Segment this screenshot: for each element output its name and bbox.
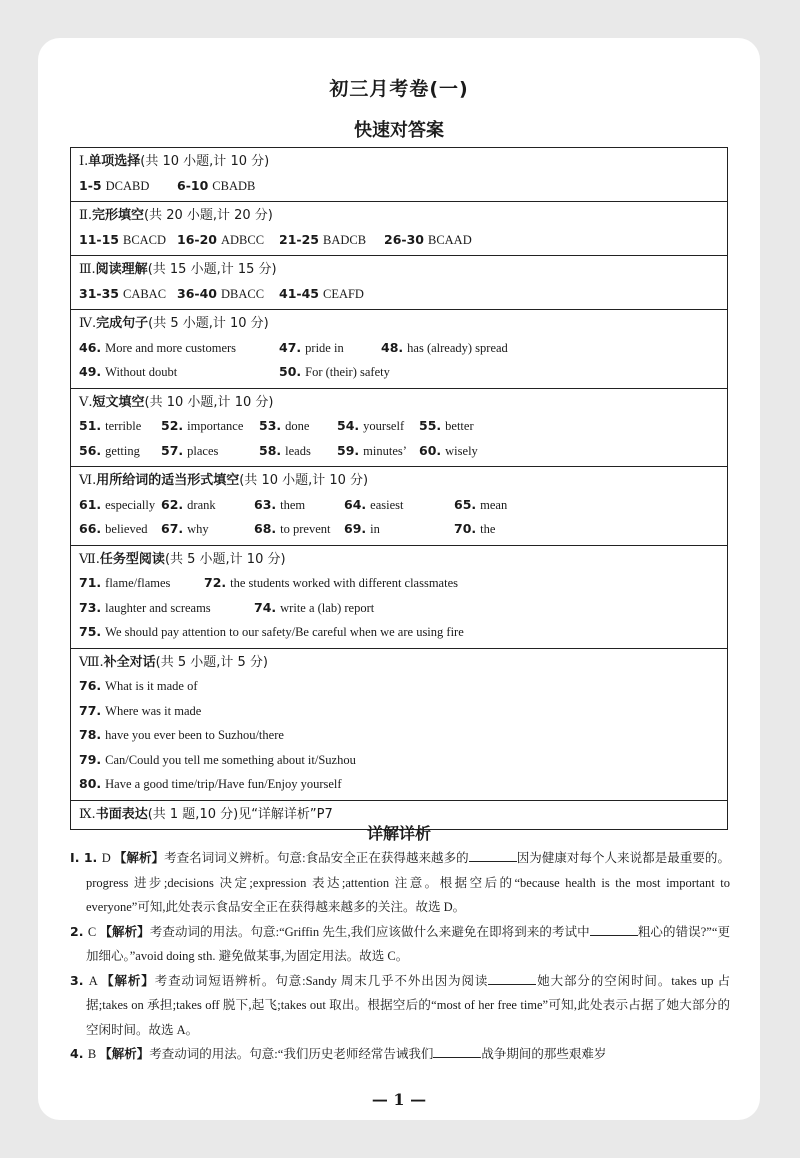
answer-blank <box>433 1045 481 1058</box>
section-note: (共 1 题,10 分)见“详解详析”P7 <box>147 806 333 822</box>
question-number: 62. <box>161 496 184 512</box>
answer-line <box>79 336 719 361</box>
question-number: 54. <box>337 418 360 433</box>
answer-text: write a (lab) report <box>280 600 375 615</box>
answer-item <box>259 439 311 464</box>
question-number: 75. <box>79 624 102 639</box>
answer-item <box>79 414 141 439</box>
answer-item <box>79 493 155 518</box>
section-name: 完形填空 <box>91 208 144 223</box>
answer-item <box>254 493 305 518</box>
answer-item <box>419 439 478 464</box>
answer-text: BADCB <box>322 232 367 247</box>
answer-item <box>79 336 236 361</box>
section-note: (共 10 小题,计 10 分) <box>239 473 369 488</box>
question-number: 36-40 <box>177 285 217 301</box>
answer-line <box>79 596 719 621</box>
answer-item <box>344 493 403 518</box>
answer-text: BCAAD <box>427 232 472 247</box>
question-number: 73. <box>79 599 102 615</box>
answer-line <box>79 282 719 307</box>
question-number: 68. <box>254 521 277 536</box>
answer-blank <box>488 972 536 985</box>
section-title <box>79 203 719 228</box>
answer-item <box>254 517 331 542</box>
answer-line <box>79 439 719 464</box>
answer-item <box>259 414 309 439</box>
answer-text: mean <box>480 497 508 512</box>
question-number: 31-35 <box>79 285 119 301</box>
question-number: 21-25 <box>279 231 319 247</box>
answer-item <box>454 493 507 518</box>
answer-section <box>71 546 727 649</box>
analysis-tag: 【解析】 <box>99 923 150 939</box>
answer-letter: B <box>87 1047 100 1061</box>
answer-line <box>79 772 719 797</box>
answer-blank <box>469 849 517 862</box>
question-number: 64. <box>344 496 367 512</box>
answer-text: them <box>280 497 306 512</box>
answer-item <box>79 699 201 724</box>
explanation-text: 粗心的错误?”“更加细心。”avoid doing sth. 避免做某事,为固定用法。故选 C。 <box>86 924 730 963</box>
section-numeral: Ⅱ. <box>79 208 92 223</box>
answer-text: have you ever been to Suzhou/there <box>105 728 284 742</box>
answer-item <box>79 174 149 199</box>
answer-section <box>71 649 727 801</box>
answer-text: importance <box>187 419 244 433</box>
answer-item <box>279 228 366 253</box>
answer-item <box>79 620 464 645</box>
answer-line <box>79 674 719 699</box>
answer-line <box>79 174 719 199</box>
question-number: 61. <box>79 496 102 512</box>
answer-item <box>161 493 216 518</box>
question-number: 41-45 <box>279 285 319 301</box>
section-note: (共 5 小题,计 10 分) <box>148 316 269 331</box>
answer-item <box>279 360 390 385</box>
question-number: 66. <box>79 521 102 536</box>
section-numeral: Ⅶ. <box>79 551 100 567</box>
answer-line <box>79 748 719 773</box>
answer-text: believed <box>105 522 148 536</box>
answer-item <box>337 439 407 464</box>
question-number: 2. <box>70 923 88 939</box>
section-note: (共 10 小题,计 10 分) <box>140 154 270 169</box>
question-number: 59. <box>337 442 360 458</box>
answer-item <box>177 174 255 199</box>
question-number: 80. <box>79 776 102 791</box>
answer-section <box>71 467 727 546</box>
answer-text: to prevent <box>280 522 331 536</box>
question-number: 48. <box>381 339 404 355</box>
answer-item <box>454 517 495 542</box>
answer-text: DBACC <box>220 286 265 301</box>
answer-text: wisely <box>445 443 478 458</box>
answer-text: pride in <box>305 340 344 355</box>
answer-text: CEAFD <box>322 286 364 301</box>
answer-item <box>79 282 166 307</box>
analysis-tag: 【解析】 <box>99 1046 150 1061</box>
section-numeral: Ⅳ. <box>79 316 97 331</box>
question-number: 4. <box>70 1046 88 1061</box>
question-number: Ⅰ. 1. <box>70 850 102 865</box>
question-number: 58. <box>259 442 282 458</box>
answer-text: in <box>370 522 380 536</box>
question-number: 16-20 <box>177 231 217 247</box>
answer-item <box>79 674 198 699</box>
explanation-text: 考查动词短语辨析。句意:Sandy 周末几乎不外出因为阅读 <box>154 973 489 988</box>
question-number: 67. <box>161 521 184 536</box>
answer-item <box>79 517 148 542</box>
answer-item <box>161 439 218 464</box>
section-numeral: Ⅰ. <box>79 154 89 169</box>
answer-line <box>79 571 719 596</box>
answer-section <box>71 389 727 468</box>
answer-item <box>177 228 264 253</box>
section-title <box>79 149 719 174</box>
question-number: 51. <box>79 418 102 433</box>
answer-text: easiest <box>370 497 404 512</box>
section-title <box>79 650 719 675</box>
answer-text: why <box>187 522 209 536</box>
answer-sheet-page <box>38 38 760 1120</box>
answer-text: Without doubt <box>105 365 178 379</box>
question-number: 56. <box>79 442 102 458</box>
answer-item <box>161 517 209 542</box>
answer-text: places <box>187 443 219 458</box>
answer-line <box>79 723 719 748</box>
question-number: 6-10 <box>177 177 209 193</box>
answer-blank <box>590 923 638 936</box>
section-note: (共 15 小题,计 15 分) <box>147 262 277 277</box>
answer-text: DCABD <box>105 178 150 193</box>
question-number: 60. <box>419 442 442 458</box>
section-numeral: Ⅲ. <box>79 262 96 277</box>
section-title <box>79 257 719 282</box>
answer-item <box>279 336 344 361</box>
answer-text: For (their) safety <box>305 365 390 379</box>
answer-item <box>381 336 508 361</box>
answer-text: better <box>445 419 474 433</box>
answer-item <box>79 723 284 748</box>
analysis-tag: 【解析】 <box>101 972 155 988</box>
answer-text: the students worked with different classmates <box>230 576 458 590</box>
section-numeral: Ⅸ. <box>79 806 96 822</box>
answer-text: We should pay attention to our safety/Be careful when we are using fire <box>105 625 464 639</box>
answer-item <box>279 282 364 307</box>
answer-section <box>71 202 727 256</box>
answer-letter: C <box>87 924 100 939</box>
answer-line <box>79 228 719 253</box>
answer-text: terrible <box>105 419 142 433</box>
section-title <box>79 390 719 415</box>
answer-text: yourself <box>363 419 405 433</box>
answer-text: leads <box>285 443 311 458</box>
explanation-paragraph <box>70 969 730 1043</box>
question-number: 50. <box>279 364 302 379</box>
explanation-text: 因为健康对每个人来说都是最重要的。progress 进步;decisions 决定;expression 表达;attention 注意。根据空后的“because health is the most important to everyone”可知,此处表示食品安全正在获得越来越多的关注。故选 D。 <box>86 851 730 914</box>
question-number: 26-30 <box>384 231 424 247</box>
question-number: 49. <box>79 364 102 379</box>
answer-text: laughter and screams <box>105 600 211 615</box>
page-subtitle: 快速对答案 <box>354 120 444 141</box>
answer-section <box>71 148 727 202</box>
answer-text: done <box>285 419 310 433</box>
answer-item <box>337 414 404 439</box>
explanation-text: 考查动词的用法。句意:“我们历史老师经常告诫我们 <box>149 1047 434 1061</box>
answer-line <box>79 517 719 542</box>
answer-text: drank <box>187 497 216 512</box>
answer-table <box>70 147 728 830</box>
question-number: 69. <box>344 521 367 536</box>
question-number: 46. <box>79 339 102 355</box>
question-number: 70. <box>454 521 477 536</box>
details-section <box>70 846 730 1067</box>
question-number: 72. <box>204 575 227 590</box>
section-note: (共 5 小题,计 10 分) <box>164 551 286 567</box>
answer-text: has (already) spread <box>407 340 508 355</box>
section-name: 短文填空 <box>92 394 145 410</box>
details-title: 详解详析 <box>366 824 431 843</box>
answer-item <box>254 596 374 621</box>
answer-text: the <box>480 522 496 536</box>
question-number: 74. <box>254 599 277 615</box>
answer-text: CBADB <box>212 178 256 193</box>
explanation-paragraph <box>70 920 730 969</box>
question-number: 57. <box>161 442 184 458</box>
question-number: 76. <box>79 678 102 693</box>
answer-line <box>79 360 719 385</box>
section-name: 单项选择 <box>88 154 141 169</box>
question-number: 52. <box>161 418 184 433</box>
section-name: 书面表达 <box>95 806 148 822</box>
question-number: 65. <box>454 496 477 512</box>
answer-item <box>204 571 458 596</box>
section-note: (共 10 小题,计 10 分) <box>144 394 274 410</box>
answer-text: ADBCC <box>220 232 265 247</box>
answer-text: Have a good time/trip/Have fun/Enjoy yourself <box>105 777 342 791</box>
question-number: 55. <box>419 418 442 433</box>
answer-line <box>79 699 719 724</box>
question-number: 47. <box>279 339 302 355</box>
question-number: 11-15 <box>79 231 119 247</box>
section-numeral: Ⅷ. <box>79 654 104 670</box>
section-title <box>79 547 719 572</box>
answer-item <box>79 439 140 464</box>
explanation-text: 她大部分的空闲时间。takes up 占据;takes on 承担;takes off 脱下,起飞;takes out 取出。根据空后的“most of her free time”可知,此处表示占据了她大部分的空闲时间。故选 A。 <box>86 973 730 1037</box>
section-numeral: Ⅴ. <box>79 394 93 410</box>
section-numeral: Ⅵ. <box>79 473 97 488</box>
answer-item <box>79 571 170 596</box>
explanation-paragraph <box>70 846 730 920</box>
section-title <box>79 468 719 493</box>
page-title: 初三月考卷(一) <box>329 78 469 100</box>
explanation-text: 考查动词的用法。句意:“Griffin 先生,我们应该做什么来避免在即将到来的考试中 <box>149 924 590 939</box>
question-number: 79. <box>79 751 102 767</box>
section-note: (共 20 小题,计 20 分) <box>143 208 273 223</box>
section-name: 补全对话 <box>103 654 156 670</box>
explanation-paragraph <box>70 1042 730 1067</box>
answer-text: minutes’ <box>363 443 407 458</box>
page-number: — 1 — <box>371 1090 427 1109</box>
answer-item <box>177 282 264 307</box>
answer-text: More and more customers <box>105 340 237 355</box>
answer-item <box>79 772 342 797</box>
answer-text: Where was it made <box>105 703 202 718</box>
answer-line <box>79 414 719 439</box>
question-number: 78. <box>79 727 102 742</box>
answer-item <box>384 228 472 253</box>
explanation-text: 考查名词词义辨析。句意:食品安全正在获得越来越多的 <box>164 851 469 865</box>
answer-item <box>79 228 166 253</box>
answer-text: getting <box>105 443 140 458</box>
answer-text: flame/flames <box>105 576 171 590</box>
answer-item <box>79 596 211 621</box>
question-number: 1-5 <box>79 177 102 193</box>
answer-item <box>79 748 356 773</box>
answer-text: BCACD <box>122 232 167 247</box>
answer-text: Can/Could you tell me something about it/Suzhou <box>105 752 356 767</box>
section-title <box>79 311 719 336</box>
answer-item <box>79 360 177 385</box>
answer-item <box>161 414 243 439</box>
answer-item <box>344 517 380 542</box>
question-number: 71. <box>79 575 102 590</box>
section-name: 阅读理解 <box>95 262 148 277</box>
answer-item <box>419 414 474 439</box>
answer-text: especially <box>105 497 156 512</box>
answer-line <box>79 620 719 645</box>
section-name: 用所给词的适当形式填空 <box>96 473 240 488</box>
answer-line <box>79 493 719 518</box>
answer-letter: D <box>101 851 114 865</box>
section-name: 任务型阅读 <box>99 551 165 567</box>
answer-text: CABAC <box>122 286 167 301</box>
section-name: 完成句子 <box>96 316 149 331</box>
question-number: 3. <box>70 972 89 988</box>
section-note: (共 5 小题,计 5 分) <box>155 654 268 670</box>
explanation-text: 战争期间的那些艰难岁 <box>481 1047 607 1061</box>
answer-section <box>71 256 727 310</box>
question-number: 63. <box>254 496 277 512</box>
question-number: 77. <box>79 702 102 718</box>
analysis-tag: 【解析】 <box>113 850 165 865</box>
answer-letter: A <box>88 973 102 988</box>
answer-text: What is it made of <box>105 679 198 693</box>
question-number: 53. <box>259 418 282 433</box>
answer-section <box>71 310 727 389</box>
